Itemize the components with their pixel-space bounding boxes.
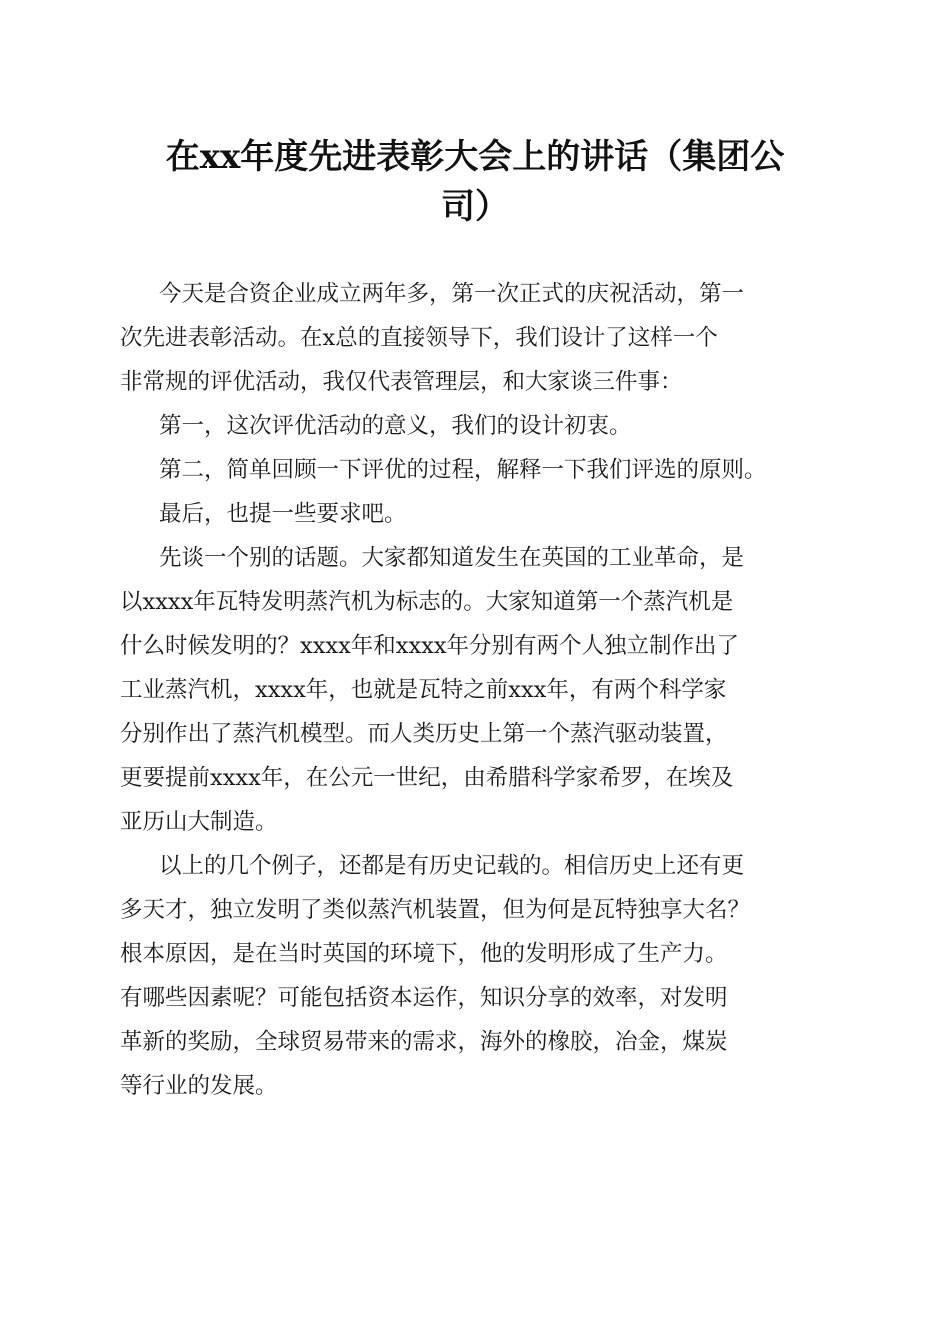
text-line: 分别作出了蒸汽机模型。而人类历史上第一个蒸汽驱动装置， bbox=[120, 721, 728, 747]
text-line: 先谈一个别的话题。大家都知道发生在英国的工业革命，是 bbox=[159, 545, 745, 571]
text-line: 非常规的评优活动，我仅代表管理层，和大家谈三件事： bbox=[120, 369, 683, 395]
paragraph-steam-engine bbox=[120, 536, 832, 844]
text-line: 亚历山大制造。 bbox=[120, 809, 278, 835]
text-line: 多天才，独立发明了类似蒸汽机装置，但为何是瓦特独享大名？ bbox=[120, 897, 751, 923]
title-line-1: 在xx年度先进表彰大会上的讲话（集团公 bbox=[165, 137, 785, 177]
paragraph-point-last bbox=[120, 492, 832, 536]
text-line: 第二，简单回顾一下评优的过程，解释一下我们评选的原则。 bbox=[159, 457, 767, 483]
text-line: 有哪些因素呢？可能包括资本运作，知识分享的效率，对发明 bbox=[120, 985, 728, 1011]
document-body bbox=[120, 272, 832, 1108]
text-line: 最后，也提一些要求吧。 bbox=[159, 501, 407, 527]
text-line: 更要提前xxxx年，在公元一世纪，由希腊科学家希罗，在埃及 bbox=[120, 765, 734, 791]
text-line: 第一，这次评优活动的意义，我们的设计初衷。 bbox=[159, 413, 632, 439]
text-line: 什么时候发明的？xxxx年和xxxx年分别有两个人独立制作出了 bbox=[120, 633, 740, 659]
title-line-2: 司） bbox=[441, 187, 509, 227]
text-line: 今天是合资企业成立两年多，第一次正式的庆祝活动，第一 bbox=[159, 281, 745, 307]
document-title bbox=[120, 132, 830, 232]
text-line: 等行业的发展。 bbox=[120, 1073, 278, 1099]
paragraph-point-second bbox=[120, 448, 832, 492]
text-line: 以xxxx年瓦特发明蒸汽机为标志的。大家知道第一个蒸汽机是 bbox=[120, 589, 734, 615]
paragraph-examples bbox=[120, 844, 832, 1108]
text-line: 以上的几个例子，还都是有历史记载的。相信历史上还有更 bbox=[159, 853, 745, 879]
text-line: 次先进表彰活动。在x总的直接领导下，我们设计了这样一个 bbox=[120, 325, 718, 351]
text-line: 革新的奖励，全球贸易带来的需求，海外的橡胶，冶金，煤炭 bbox=[120, 1029, 728, 1055]
paragraph-intro bbox=[120, 272, 832, 404]
text-line: 工业蒸汽机，xxxx年，也就是瓦特之前xxx年，有两个科学家 bbox=[120, 677, 727, 703]
text-line: 根本原因，是在当时英国的环境下，他的发明形成了生产力。 bbox=[120, 941, 728, 967]
paragraph-point-first bbox=[120, 404, 832, 448]
